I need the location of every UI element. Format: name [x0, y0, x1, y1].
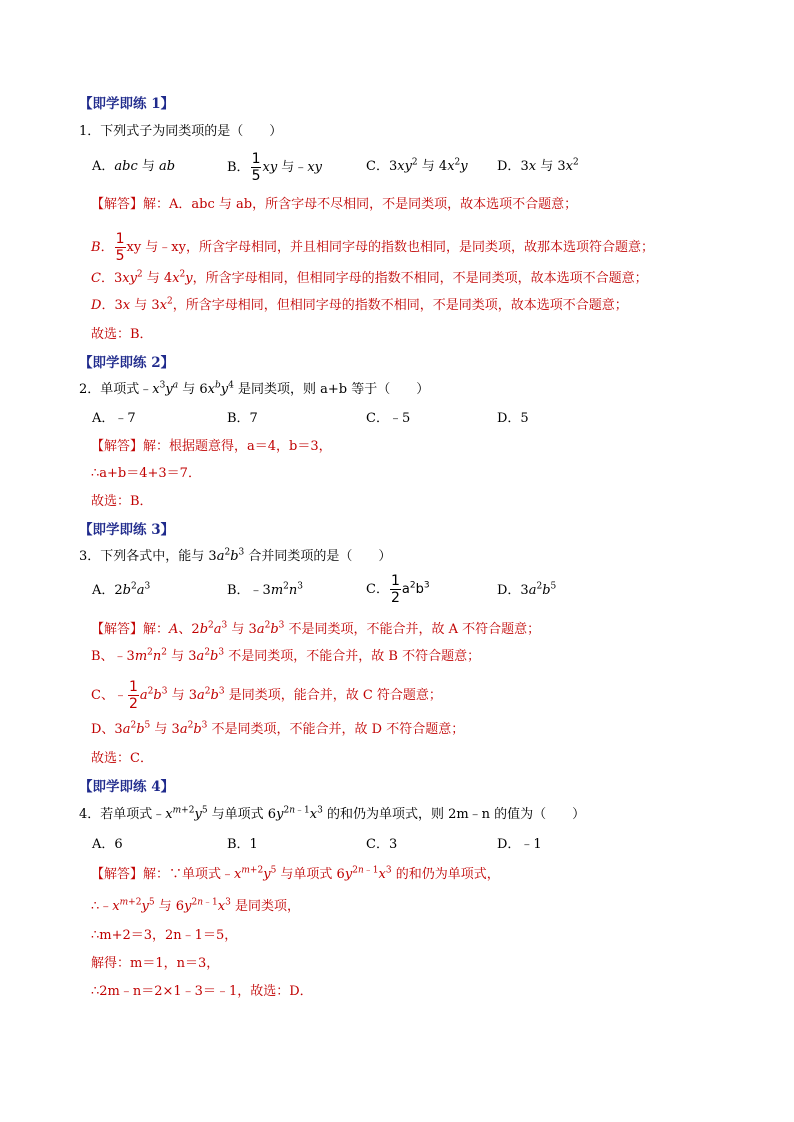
- option-d: D．5: [497, 411, 529, 426]
- option-c: C．﹣5: [366, 411, 411, 426]
- option-c: C． $\frac{1}{2}$ $a^2b^3$: [366, 573, 430, 606]
- question-text: 3．下列各式中，能与 $3a^2b^3$ 合并同类项的是（ ）: [79, 547, 392, 564]
- solution-line: D．3x 与 $3x^2$，所含字母相同，但相同字母的指数不相同，不是同类项，故本选项不合题意；: [91, 296, 628, 313]
- solution-line: C、﹣ $\frac{1}{2}$ $a^2b^3$ 与 $3a^2b^3$ 是同类项，能合并，故 C 符合题意；: [91, 679, 442, 712]
- solution-line: ∴a+b＝4+3＝7．: [91, 466, 201, 481]
- option-b: B．1: [227, 837, 258, 852]
- section-header: 【即学即练 3】: [79, 522, 175, 538]
- option-a: A．$2b^2a^3$: [92, 581, 151, 598]
- solution-line: $\therefore﹣x^{m+2}y^5$ 与 $6y^{2n﹣1}x^3$ 是同类项，: [91, 897, 300, 914]
- question-text: 1．下列式子为同类项的是（ ）: [79, 124, 283, 139]
- section-header: 【即学即练 2】: [79, 355, 175, 371]
- option-d: D．$3a^2b^5$: [497, 581, 557, 598]
- option-d: D．3x 与 $3x^2$: [497, 157, 579, 174]
- option-a: A．﹣7: [92, 411, 136, 426]
- solution-line: 【解答】解：A、$2b^2a^3$ 与 $3a^2b^3$ 不是同类项，不能合并，故 A 不符合题意；: [91, 620, 541, 637]
- question-text: 4．若单项式$﹣x^{m+2}y^5$ 与单项式 $6y^{2n﹣1}x^3$ 的和仍为单项式，则 2m﹣n 的值为（ ）: [79, 805, 586, 822]
- solution-line: B． $\frac{1}{5}$ xy 与﹣xy，所含字母相同，并且相同字母的指数也相同，是同类项，故那本选项符合题意；: [91, 231, 654, 264]
- solution-line: ∴m+2＝3，2n﹣1＝5，: [91, 928, 238, 943]
- section-header: 【即学即练 1】: [79, 96, 175, 112]
- solution-line: ∴2m﹣n＝2×1﹣3＝﹣1，故选：D．: [91, 984, 313, 999]
- solution-line: 故选：C．: [91, 751, 153, 766]
- section-header: 【即学即练 4】: [79, 779, 175, 795]
- solution-line: 故选：B．: [91, 494, 153, 509]
- solution-line: 故选：B．: [91, 327, 153, 342]
- option-a: A．abc 与 ab: [92, 159, 176, 174]
- option-c: C．3: [366, 837, 398, 852]
- option-d: D．﹣1: [497, 837, 542, 852]
- solution-line: 【解答】解：A．abc 与 ab，所含字母不尽相同，不是同类项，故本选项不合题意；: [91, 197, 578, 212]
- option-b: B．$﹣3m^2n^3$: [227, 581, 303, 598]
- option-b: B．7: [227, 411, 258, 426]
- solution-line: B、$﹣3m^2n^2$ 与 $3a^2b^3$ 不是同类项，不能合并，故 B 不符合题意；: [91, 647, 481, 664]
- solution-line: 解得：m＝1，n＝3，: [91, 956, 220, 971]
- option-a: A．6: [92, 837, 123, 852]
- solution-line: 【解答】解：根据题意得，a＝4，b＝3，: [91, 439, 332, 454]
- option-c: C．$3xy^2$ 与 $4x^2y$: [366, 157, 468, 174]
- solution-line: 【解答】解：∵单项式$﹣x^{m+2}y^5$ 与单项式 $6y^{2n﹣1}x^3$ 的和仍为单项式，: [91, 865, 500, 882]
- option-b: B． $\frac{1}{5}$ xy 与﹣xy: [227, 151, 322, 184]
- solution-line: C．$3xy^2$ 与 $4x^2y$，所含字母相同，但相同字母的指数不相同，不是同类项，故本选项不合题意；: [91, 269, 648, 286]
- question-text: 2．单项式$﹣x^3y^a$ 与 $6x^by^4$ 是同类项，则 a+b 等于（ ）: [79, 380, 430, 397]
- solution-line: D、$3a^2b^5$ 与 $3a^2b^3$ 不是同类项，不能合并，故 D 不符合题意；: [91, 720, 465, 737]
